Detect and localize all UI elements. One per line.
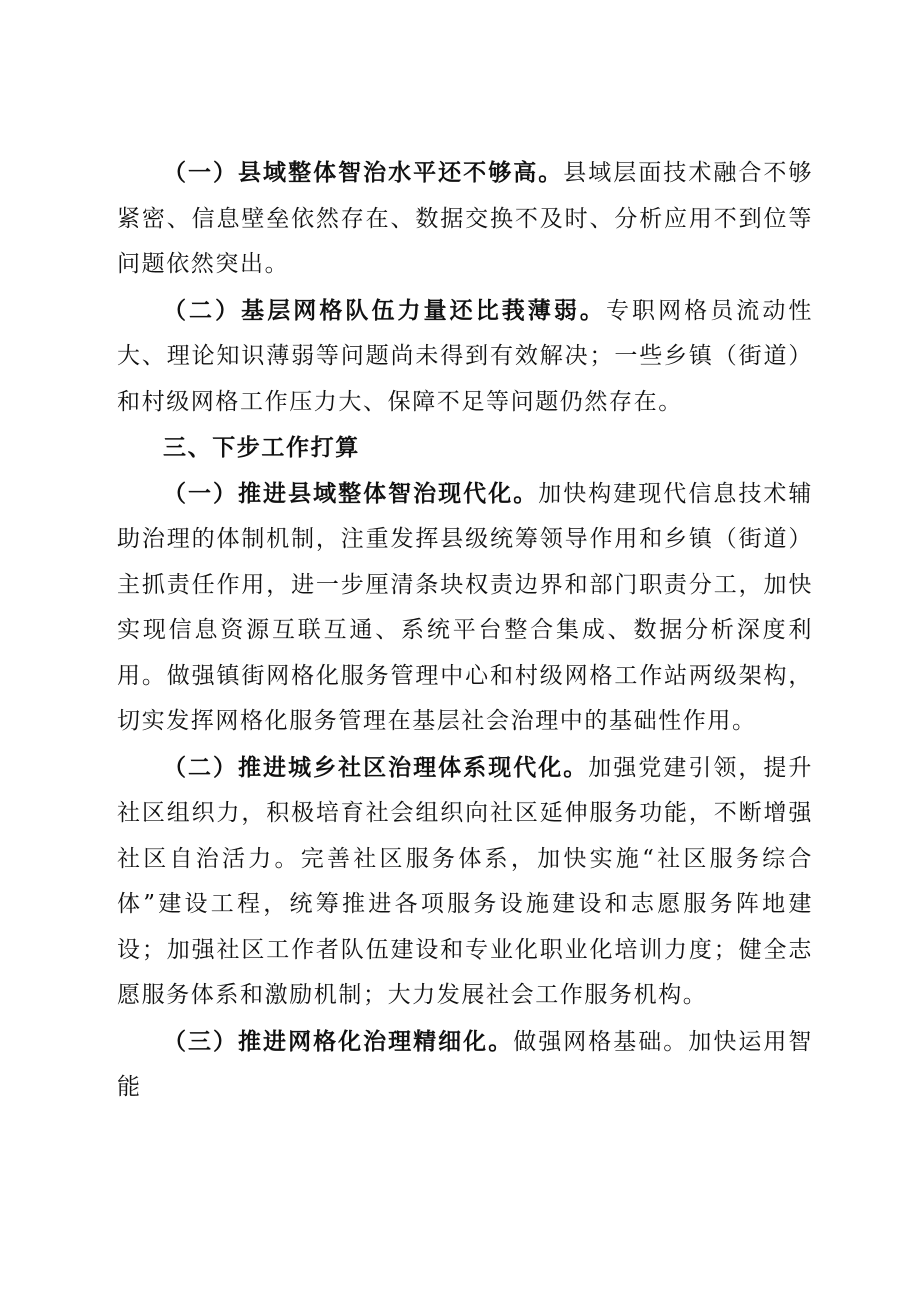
paragraph-plan-2	[117, 745, 813, 1019]
paragraph-lead: （二）推进城乡社区治理体系现代化。	[163, 753, 589, 781]
document-page	[117, 150, 813, 1111]
paragraph-lead: （二）基层网格队伍力量还比莪薄弱。	[163, 296, 606, 324]
paragraph-body: 县域层面技术融合不够紧密、信息壁垒依然存在、数据交换不及时、分析应用不到位等问题依然突出。	[117, 160, 813, 277]
paragraph-body: 做强网格基础。加快运用智能	[117, 1028, 813, 1100]
paragraph-issue-2	[117, 288, 813, 426]
paragraph-body: 专职网格员流动性大、理论知识薄弱等问题尚未得到有效解决；一些乡镇（街道）和村级网格工作压力大、保障不足等问题仍然存在。	[117, 297, 813, 415]
paragraph-lead: （一）推进县域整体智治现代化。	[163, 479, 539, 507]
paragraph-body: 加快构建现代信息技术辅助治理的体制机制，注重发挥县级统筹领导作用和乡镇（街道）主抓责任作用，进一步厘清条块权责边界和部门职责分工，加快实现信息资源互联互通、系统平台整合集成、数据分析深度利用。做强镇街网格化服务管理中心和村级网格工作站两级架构，切实发挥网格化服务管理在基层社会治理中的基础性作用。	[117, 480, 813, 734]
section-heading: 三、下步工作打算	[163, 434, 360, 461]
paragraph-body: 加强党建引领，提升社区组织力，积极培育社会组织向社区延伸服务功能，不断增强社区自治活力。完善社区服务体系，加快实施“社区服务综合体”建设工程，统筹推进各项服务设施建设和志愿服务阵地建设；加强社区工作者队伍建设和专业化职业化培训力度；健全志愿服务体系和激励机制；大力发展社会工作服务机构。	[117, 754, 813, 1008]
paragraph-plan-3	[117, 1019, 813, 1111]
paragraph-plan-1	[117, 471, 813, 745]
paragraph-issue-1	[117, 150, 813, 288]
paragraph-lead: （三）推进网格化治理精细化。	[163, 1027, 514, 1055]
paragraph-lead: （一）县域整体智治水平还不够高。	[163, 159, 564, 186]
